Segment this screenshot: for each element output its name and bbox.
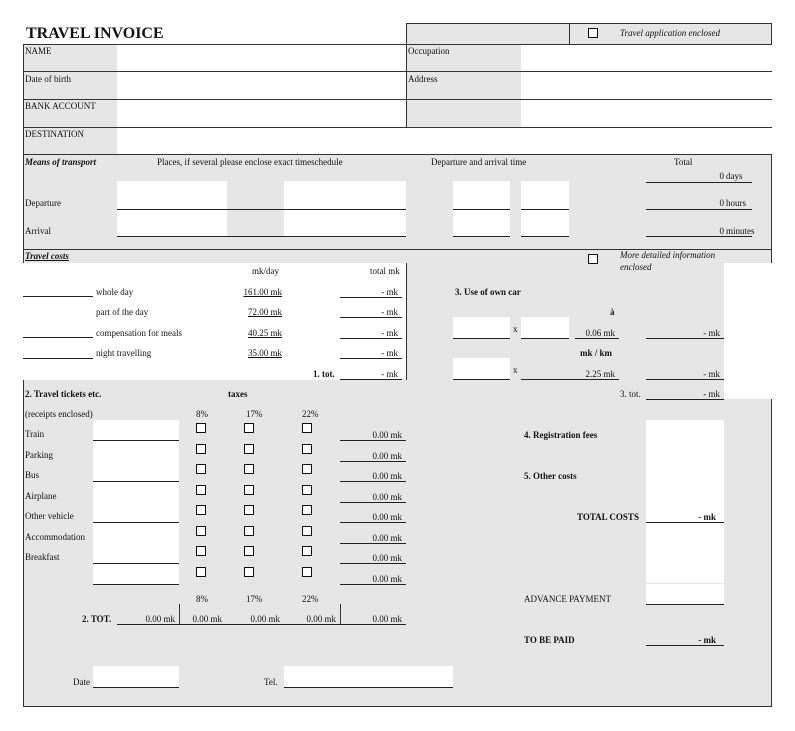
pct-22: 22%: [302, 409, 319, 419]
times-sign: x: [513, 365, 518, 375]
total-costs-label: TOTAL COSTS: [577, 512, 639, 522]
tax-8-checkbox[interactable]: [196, 505, 206, 515]
ticket-row-label: Parking: [25, 450, 53, 460]
date-input[interactable]: [93, 666, 179, 688]
ticket-row-value: 0.00 mk: [372, 471, 402, 481]
pct-17-bottom: 17%: [246, 594, 263, 604]
tax-22-checkbox[interactable]: [302, 423, 312, 433]
tax-22-checkbox[interactable]: [302, 546, 312, 556]
tax-8-checkbox[interactable]: [196, 567, 206, 577]
tot1-label: 1. tot.: [313, 369, 335, 379]
tax-17-checkbox[interactable]: [244, 444, 254, 454]
pct-22-bottom: 22%: [302, 594, 319, 604]
ticket-amount-input[interactable]: [93, 502, 179, 523]
tot1-value: - mk: [381, 369, 398, 379]
more-info-checkbox[interactable]: [588, 254, 598, 264]
advance-payment-input[interactable]: [646, 584, 724, 605]
personal-right-fields[interactable]: [521, 44, 772, 127]
travel-costs-heading: Travel costs: [25, 251, 69, 261]
rate-value: 161.00 mk: [243, 287, 282, 297]
registration-label: 4. Registration fees: [524, 430, 598, 440]
destination-label: DESTINATION: [25, 129, 84, 139]
occupation-label: Occupation: [408, 46, 450, 56]
tot2-net: 0.00 mk: [372, 614, 402, 624]
tickets-heading: 2. Travel tickets etc.: [25, 389, 102, 399]
row-total: - mk: [381, 328, 398, 338]
ticket-row-label: Train: [25, 429, 45, 439]
tot2-8: 0.00 mk: [192, 614, 222, 624]
bank-account-label: BANK ACCOUNT: [25, 101, 96, 111]
total-costs-value: - mk: [698, 512, 716, 522]
application-enclosed-checkbox[interactable]: [588, 28, 598, 38]
tax-17-checkbox[interactable]: [244, 464, 254, 474]
tax-17-checkbox[interactable]: [244, 505, 254, 515]
ticket-row-value: 0.00 mk: [372, 492, 402, 502]
advance-payment-label: ADVANCE PAYMENT: [524, 594, 611, 604]
tax-22-checkbox[interactable]: [302, 444, 312, 454]
car-result1: - mk: [703, 328, 720, 338]
tax-8-checkbox[interactable]: [196, 526, 206, 536]
total-label: Total: [674, 157, 693, 167]
days-unit: days: [726, 171, 743, 181]
tot2-label: 2. TOT.: [82, 614, 112, 624]
ticket-row-value: 0.00 mk: [372, 430, 402, 440]
pct-17: 17%: [246, 409, 263, 419]
tax-22-checkbox[interactable]: [302, 464, 312, 474]
night-qty[interactable]: [23, 338, 93, 359]
total-mk-header: total mk: [370, 266, 400, 276]
row-label: night travelling: [96, 348, 152, 358]
ticket-row-value: 0.00 mk: [372, 553, 402, 563]
ticket-amount-input[interactable]: [93, 461, 179, 482]
name-label: NAME: [25, 46, 52, 56]
tax-8-checkbox[interactable]: [196, 546, 206, 556]
tax-22-checkbox[interactable]: [302, 526, 312, 536]
other-costs-label: 5. Other costs: [524, 471, 577, 481]
tot2-22: 0.00 mk: [306, 614, 336, 624]
tax-8-checkbox[interactable]: [196, 423, 206, 433]
more-info-label: More detailed information: [620, 250, 716, 260]
hours-value: 0: [719, 198, 724, 208]
ticket-row-value: 0.00 mk: [372, 533, 402, 543]
tax-17-checkbox[interactable]: [244, 546, 254, 556]
row-label: compensation for meals: [96, 328, 182, 338]
pct-8: 8%: [196, 409, 208, 419]
row-total: - mk: [381, 348, 398, 358]
ticket-amount-input[interactable]: [93, 523, 179, 544]
car-extra-input[interactable]: [453, 358, 510, 380]
tax-17-checkbox[interactable]: [244, 526, 254, 536]
mk-day-header: mk/day: [252, 266, 279, 276]
row-label: part of the day: [96, 307, 149, 317]
rate-value: 35.00 mk: [247, 348, 282, 358]
application-enclosed-label: Travel application enclosed: [620, 28, 720, 38]
mk-km-label: mk / km: [580, 348, 613, 358]
tot3-label: 3. tot.: [620, 389, 641, 399]
registration-input[interactable]: [646, 420, 724, 441]
tax-8-checkbox[interactable]: [196, 485, 206, 495]
tax-17-checkbox[interactable]: [244, 485, 254, 495]
more-info-enclosed-label: enclosed: [620, 262, 652, 272]
row-total: - mk: [381, 307, 398, 317]
car-qty-input[interactable]: [521, 317, 569, 339]
destination-field[interactable]: [117, 127, 772, 154]
tot2-total: 0.00 mk: [145, 614, 175, 624]
minutes-value: 0: [719, 226, 724, 236]
car-rate2: 2.25 mk: [585, 369, 615, 379]
tot2-17: 0.00 mk: [250, 614, 280, 624]
rate-at-label: à: [610, 307, 615, 317]
ticket-row-label: Bus: [25, 470, 40, 480]
arrival-label: Arrival: [25, 226, 51, 236]
ticket-row-value: 0.00 mk: [372, 451, 402, 461]
summary-gap-2: [646, 481, 724, 583]
pct-8-bottom: 8%: [196, 594, 208, 604]
ticket-row-label: Accommodation: [25, 532, 85, 542]
row-total: - mk: [381, 287, 398, 297]
part-day-qty[interactable]: [23, 297, 93, 318]
page-title: TRAVEL INVOICE: [26, 25, 164, 42]
row-label: whole day: [96, 287, 134, 297]
meals-qty[interactable]: [23, 317, 93, 338]
ticket-amount-input[interactable]: [93, 482, 179, 503]
own-car-heading: 3. Use of own car: [455, 287, 521, 297]
car-result2: - mk: [703, 369, 720, 379]
tax-22-checkbox[interactable]: [302, 567, 312, 577]
ticket-amount-input[interactable]: [93, 543, 179, 564]
car-rate1: 0.06 mk: [585, 328, 615, 338]
rate-value: 40.25 mk: [247, 328, 282, 338]
receipts-label: (receipts enclosed): [25, 409, 93, 419]
dep-arr-time-label: Departure and arrival time: [431, 157, 527, 167]
tax-17-checkbox[interactable]: [244, 423, 254, 433]
tax-8-checkbox[interactable]: [196, 444, 206, 454]
to-be-paid-value: - mk: [698, 635, 716, 645]
taxes-label: taxes: [228, 389, 248, 399]
tel-input[interactable]: [284, 666, 453, 688]
days-value: 0: [719, 171, 724, 181]
tax-22-checkbox[interactable]: [302, 505, 312, 515]
places-label: Places, if several please enclose exact timeschedule: [157, 157, 343, 167]
summary-gap-1: [646, 440, 724, 461]
times-sign: x: [513, 324, 518, 334]
tax-17-checkbox[interactable]: [244, 567, 254, 577]
personal-left-fields[interactable]: [117, 44, 406, 127]
address-label: Address: [408, 74, 438, 84]
tot3-value: - mk: [703, 389, 720, 399]
departure-label: Departure: [25, 198, 61, 208]
minutes-unit: minutes: [726, 226, 755, 236]
ticket-row-label: Other vehicle: [25, 511, 74, 521]
ticket-row-value: 0.00 mk: [372, 512, 402, 522]
other-costs-input[interactable]: [646, 461, 724, 482]
ticket-amount-input[interactable]: [93, 420, 179, 441]
ticket-row-label: Airplane: [25, 491, 57, 501]
ticket-row-value: 0.00 mk: [372, 574, 402, 584]
to-be-paid-label: TO BE PAID: [524, 635, 575, 645]
km-input[interactable]: [453, 317, 510, 339]
ticket-amount-input[interactable]: [93, 441, 179, 462]
dob-label: Date of birth: [25, 74, 71, 84]
hours-unit: hours: [726, 198, 746, 208]
tax-22-checkbox[interactable]: [302, 485, 312, 495]
tax-8-checkbox[interactable]: [196, 464, 206, 474]
means-of-transport-label: Means of transport: [25, 157, 97, 167]
ticket-amount-input[interactable]: [93, 564, 179, 585]
right-margin-area: [724, 263, 772, 399]
tel-label: Tel.: [264, 677, 278, 687]
ticket-row-label: Breakfast: [25, 552, 60, 562]
rate-value: 72.00 mk: [247, 307, 282, 317]
date-label: Date: [73, 677, 90, 687]
whole-day-qty[interactable]: [23, 276, 93, 297]
